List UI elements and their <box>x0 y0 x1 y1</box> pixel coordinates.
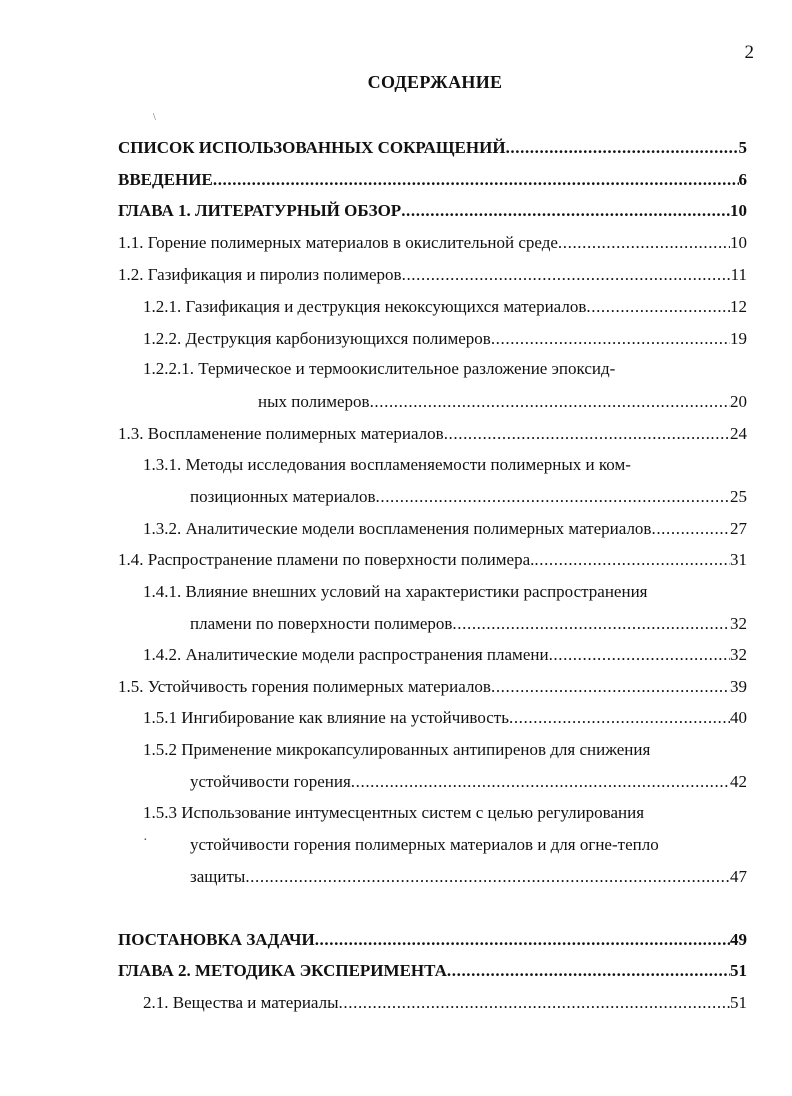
leader-dots <box>491 327 730 351</box>
toc-entry-1-4-1-cont[interactable] <box>190 612 747 636</box>
toc-entry-page: 51 <box>730 993 747 1012</box>
toc-entry-text: ПОСТАНОВКА ЗАДАЧИ <box>118 930 315 949</box>
leader-dots <box>549 643 730 667</box>
toc-entry-chapter-2[interactable] <box>118 959 747 983</box>
toc-entry-text: устойчивости горения <box>190 772 351 791</box>
toc-entry-page: 10 <box>730 201 747 220</box>
toc-entry-text: 1.2.2. Деструкция карбонизующихся полимеров <box>143 329 491 348</box>
toc-entry-page: 39 <box>730 677 747 696</box>
scan-mark: \ <box>153 112 156 123</box>
toc-entry-1-5-2-cont[interactable] <box>190 770 747 794</box>
toc-entry-1-5-3-cont[interactable] <box>190 833 747 857</box>
toc-entry-2-1[interactable] <box>143 991 747 1015</box>
toc-entry-text: ГЛАВА 2. МЕТОДИКА ЭКСПЕРИМЕНТА <box>118 961 447 980</box>
leader-dots <box>447 959 730 983</box>
toc-entry-text: 1.5.2 Применение микрокапсулированных антипиренов для снижения <box>143 740 651 759</box>
leader-dots <box>534 548 730 572</box>
leader-dots <box>444 422 730 446</box>
leader-dots <box>339 991 730 1015</box>
leader-dots <box>651 517 730 541</box>
toc-entry-text: 1.4.2. Аналитические модели распространения пламени <box>143 645 549 664</box>
toc-entry-abbreviations[interactable] <box>118 136 747 160</box>
toc-entry-text: ВВЕДЕНИЕ <box>118 170 213 189</box>
toc-entry-1-2-2-1[interactable] <box>143 357 747 381</box>
toc-entry-page: 25 <box>730 487 747 506</box>
toc-entry-text: 1.3. Воспламенение полимерных материалов <box>118 424 444 443</box>
toc-entry-text: 1.5.3 Использование интумесцентных систем с целью регулирования <box>143 803 645 822</box>
leader-dots <box>558 231 730 255</box>
toc-entry-text: пламени по поверхности полимеров <box>190 614 453 633</box>
toc-entry-text: 1.3.1. Методы исследования воспламеняемости полимерных и ком- <box>143 455 631 474</box>
toc-entry-text: 1.3.2. Аналитические модели воспламенения полимерных материалов <box>143 519 652 538</box>
leader-dots <box>506 136 739 160</box>
toc-entry-page: 11 <box>730 265 747 284</box>
toc-entry-text: СПИСОК ИСПОЛЬЗОВАННЫХ СОКРАЩЕНИЙ <box>118 138 506 157</box>
toc-entry-text: 1.1. Горение полимерных материалов в окислительной среде <box>118 233 558 252</box>
toc-entry-text: 1.5. Устойчивость горения полимерных материалов <box>118 677 491 696</box>
toc-entry-1-1[interactable] <box>118 231 747 255</box>
toc-entry-page: 12 <box>730 297 747 316</box>
toc-entry-1-5-2[interactable] <box>143 738 747 762</box>
toc-entry-page: 49 <box>730 930 747 949</box>
toc-entry-1-4[interactable] <box>118 548 747 572</box>
toc-entry-page: 6 <box>738 170 747 189</box>
toc-entry-page: 31 <box>730 550 747 569</box>
toc-entry-page: 40 <box>730 708 747 727</box>
toc-entry-1-5[interactable] <box>118 675 747 699</box>
toc-entry-page: 27 <box>730 519 747 538</box>
toc-entry-page: 32 <box>730 614 747 633</box>
toc-entry-page: 47 <box>730 867 747 886</box>
leader-dots <box>586 295 730 319</box>
toc-entry-chapter-1[interactable] <box>118 199 747 223</box>
leader-dots <box>315 928 730 952</box>
toc-entry-1-2[interactable] <box>118 263 747 287</box>
toc-entry-1-2-2[interactable] <box>143 327 747 351</box>
toc-entry-1-5-3[interactable] <box>143 801 747 825</box>
toc-entry-page: 10 <box>730 233 747 252</box>
leader-dots <box>509 706 730 730</box>
toc-entry-text: позиционных материалов <box>190 487 376 506</box>
toc-entry-page: 32 <box>730 645 747 664</box>
toc-entry-text: защиты <box>190 867 246 886</box>
toc-entry-1-3-1-cont[interactable] <box>190 485 747 509</box>
toc-entry-text: 2.1. Вещества и материалы <box>143 993 339 1012</box>
toc-entry-text: ГЛАВА 1. ЛИТЕРАТУРНЫЙ ОБЗОР <box>118 201 402 220</box>
leader-dots <box>402 263 731 287</box>
toc-entry-1-2-2-1-cont[interactable] <box>258 390 747 414</box>
toc-entry-page: 42 <box>730 772 747 791</box>
toc-entry-page: 5 <box>738 138 747 157</box>
toc-entry-text: устойчивости горения полимерных материалов и для огне-тепло <box>190 835 659 854</box>
toc-entry-page: 19 <box>730 329 747 348</box>
leader-dots <box>376 485 731 509</box>
leader-dots <box>401 199 730 223</box>
toc-entry-1-2-1[interactable] <box>143 295 747 319</box>
toc-entry-1-3[interactable] <box>118 422 747 446</box>
page-title: СОДЕРЖАНИЕ <box>367 72 503 92</box>
scan-dot: · <box>143 833 148 848</box>
leader-dots <box>452 612 730 636</box>
leader-dots <box>213 168 739 192</box>
toc-entry-1-3-2[interactable] <box>143 517 747 541</box>
page-number: 2 <box>744 42 754 63</box>
toc-entry-1-4-2[interactable] <box>143 643 747 667</box>
leader-dots <box>370 390 730 414</box>
toc-entry-page: 20 <box>730 392 747 411</box>
toc-entry-1-5-1[interactable] <box>143 706 747 730</box>
toc-entry-1-3-1[interactable] <box>143 453 747 477</box>
toc-entry-text: ных полимеров <box>258 392 370 411</box>
toc-entry-text: 1.2.2.1. Термическое и термоокислительное разложение эпоксид- <box>143 359 616 378</box>
toc-entry-text: 1.2. Газификация и пиролиз полимеров <box>118 265 402 284</box>
toc-entry-text: 1.4. Распространение пламени по поверхности полимера. <box>118 550 535 569</box>
toc-entry-1-5-3-cont2[interactable] <box>190 865 747 889</box>
leader-dots <box>351 770 730 794</box>
toc-entry-page: 24 <box>730 424 747 443</box>
toc-entry-text: 1.5.1 Ингибирование как влияние на устойчивость <box>143 708 509 727</box>
toc-entry-text: 1.4.1. Влияние внешних условий на характеристики распространения <box>143 582 648 601</box>
leader-dots <box>245 865 730 889</box>
toc-entry-text: 1.2.1. Газификация и деструкция некоксующихся материалов <box>143 297 587 316</box>
toc-entry-problem-statement[interactable] <box>118 928 747 952</box>
leader-dots <box>491 675 730 699</box>
toc-entry-introduction[interactable] <box>118 168 747 192</box>
toc-entry-1-4-1[interactable] <box>143 580 747 604</box>
toc-entry-page: 51 <box>730 961 747 980</box>
